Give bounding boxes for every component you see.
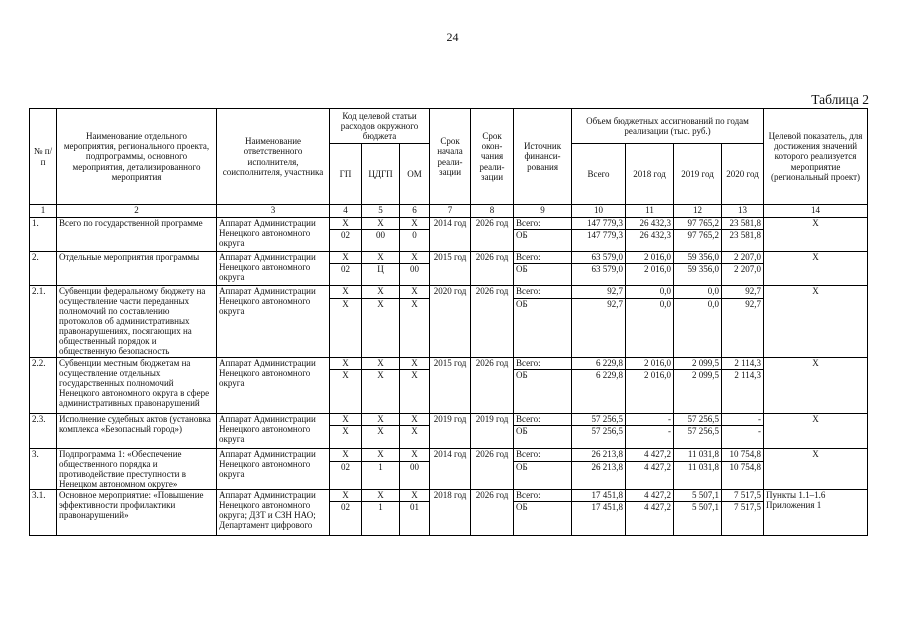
amount-2018: 0,0 [626,286,674,299]
amount-total: 26 213,8 [572,462,626,490]
col-index: 12 [674,205,722,218]
funding-source: ОБ [514,369,572,413]
start-year: 2020 год [430,286,471,358]
code-om: Х [400,286,430,299]
code-cdgp: Х [362,489,400,501]
code-gp: Х [330,252,362,264]
funding-source: ОБ [514,298,572,357]
amount-total: 147 779,3 [572,230,626,252]
code-gp: 02 [330,501,362,535]
col-index: 7 [430,205,471,218]
code-cdgp: Х [362,218,400,230]
start-year: 2015 год [430,357,471,413]
code-cdgp: Х [362,425,400,448]
code-om: Х [400,413,430,425]
amount-total: 92,7 [572,298,626,357]
code-cdgp: Х [362,286,400,299]
col-index: 8 [471,205,514,218]
row-name: Подпрограмма 1: «Обеспечение общественного порядка и противодействие преступности в Ненецком автономном округе» [57,448,217,489]
amount-2018: 2 016,0 [626,252,674,264]
funding-source: Всего: [514,252,572,264]
table-row [30,448,868,462]
code-om: Х [400,369,430,413]
funding-source: Всего: [514,413,572,425]
amount-total: 17 451,8 [572,489,626,501]
table-row [30,218,868,230]
header-gp: ГП [330,144,362,205]
code-om: Х [400,357,430,369]
code-om: 00 [400,462,430,490]
col-index: 5 [362,205,400,218]
code-cdgp: Х [362,369,400,413]
amount-2020: 23 581,8 [722,230,764,252]
amount-2019: 5 507,1 [674,489,722,501]
amount-2019: 11 031,8 [674,448,722,462]
amount-total: 6 229,8 [572,369,626,413]
row-number: 3. [30,448,57,489]
amount-2020: 10 754,8 [722,462,764,490]
row-number: 3.1. [30,489,57,535]
col-index: 13 [722,205,764,218]
amount-2019: 57 256,5 [674,425,722,448]
row-number: 2.3. [30,413,57,448]
amount-2020: 23 581,8 [722,218,764,230]
row-executor: Аппарат Администрации Ненецкого автономного округа [217,286,330,358]
funding-source: ОБ [514,425,572,448]
header-2019: 2019 год [674,144,722,205]
amount-2018: 4 427,2 [626,501,674,535]
code-gp: 02 [330,230,362,252]
row-executor: Аппарат Администрации Ненецкого автономного округа [217,357,330,413]
code-gp: Х [330,286,362,299]
code-cdgp: Х [362,298,400,357]
header-target: Целевой показатель, для достижения значений которого реализуется мероприятие (региональный проект) [764,109,868,205]
row-executor: Аппарат Администрации Ненецкого автономного округа [217,448,330,489]
table-row [30,489,868,501]
code-om: Х [400,298,430,357]
code-cdgp: Х [362,357,400,369]
code-gp: 02 [330,264,362,286]
end-year: 2026 год [471,489,514,535]
amount-2019: 2 099,5 [674,369,722,413]
amount-2020: 7 517,5 [722,501,764,535]
column-index-row [30,205,868,218]
funding-source: Всего: [514,448,572,462]
amount-2018: - [626,425,674,448]
header-volume-group: Объем бюджетных ассигнований по годам реализации (тыс. руб.) [572,109,764,144]
row-executor: Аппарат Администрации Ненецкого автономного округа [217,218,330,252]
target-indicator: Х [764,252,868,286]
code-om: 0 [400,230,430,252]
header-start: Срок начала реали-зации [430,109,471,205]
code-om: Х [400,252,430,264]
row-name: Всего по государственной программе [57,218,217,252]
amount-2020: 10 754,8 [722,448,764,462]
code-gp: Х [330,425,362,448]
row-name: Субвенции местным бюджетам на осуществление отдельных государственных полномочий Ненецкого автономного округа в сфере административных правонарушений [57,357,217,413]
amount-total: 17 451,8 [572,501,626,535]
row-executor: Аппарат Администрации Ненецкого автономного округа [217,413,330,448]
header-no: № п/п [30,109,57,205]
code-om: Х [400,448,430,462]
row-number: 1. [30,218,57,252]
amount-2020: 2 114,3 [722,357,764,369]
amount-2018: 26 432,3 [626,218,674,230]
col-index: 6 [400,205,430,218]
page-number: 24 [446,30,459,44]
code-gp: Х [330,489,362,501]
table-row [30,252,868,264]
funding-source: Всего: [514,218,572,230]
code-gp: Х [330,369,362,413]
code-gp: 02 [330,462,362,490]
code-om: 01 [400,501,430,535]
amount-2020: 2 207,0 [722,264,764,286]
amount-2018: 2 016,0 [626,357,674,369]
table-row [30,357,868,369]
funding-source: ОБ [514,501,572,535]
target-indicator: Пункты 1.1–1.6 Приложения 1 [764,489,868,535]
end-year: 2026 год [471,218,514,252]
table-row [30,413,868,425]
header-om: ОМ [400,144,430,205]
amount-2020: - [722,413,764,425]
header-name: Наименование отдельного мероприятия, регионального проекта, подпрограммы, основного мероприятия, детализированного мероприятия [57,109,217,205]
code-cdgp: Х [362,413,400,425]
target-indicator: Х [764,357,868,413]
amount-2019: 97 765,2 [674,218,722,230]
table-caption: Таблица 2 [811,92,869,107]
end-year: 2026 год [471,286,514,358]
amount-total: 147 779,3 [572,218,626,230]
amount-2018: 2 016,0 [626,369,674,413]
header-executor: Наименование ответственного исполнителя, соисполнителя, участника [217,109,330,205]
header-total: Всего [572,144,626,205]
row-executor: Аппарат Администрации Ненецкого автономного округа; ДЗТ и СЗН НАО; Департамент цифрового [217,489,330,535]
start-year: 2014 год [430,448,471,489]
header-end: Срок окон-чания реали-зации [471,109,514,205]
amount-total: 6 229,8 [572,357,626,369]
amount-total: 57 256,5 [572,413,626,425]
funding-source: ОБ [514,264,572,286]
row-number: 2.1. [30,286,57,358]
start-year: 2014 год [430,218,471,252]
target-indicator: Х [764,448,868,489]
row-name: Субвенции федеральному бюджету на осуществление части переданных полномочий по составлению протоколов об административных правонарушениях, посягающих на общественный порядок и общественную безопасность [57,286,217,358]
target-indicator: Х [764,413,868,448]
amount-total: 92,7 [572,286,626,299]
target-indicator: Х [764,286,868,358]
code-gp: Х [330,448,362,462]
amount-2018: - [626,413,674,425]
amount-total: 63 579,0 [572,264,626,286]
col-index: 10 [572,205,626,218]
funding-source: Всего: [514,489,572,501]
row-name: Исполнение судебных актов (установка комплекса «Безопасный город») [57,413,217,448]
amount-2019: 59 356,0 [674,264,722,286]
code-om: 00 [400,264,430,286]
amount-2020: 2 207,0 [722,252,764,264]
amount-2018: 26 432,3 [626,230,674,252]
start-year: 2018 год [430,489,471,535]
code-om: Х [400,489,430,501]
amount-total: 57 256,5 [572,425,626,448]
funding-source: ОБ [514,230,572,252]
amount-2019: 0,0 [674,286,722,299]
end-year: 2026 год [471,448,514,489]
amount-2020: 2 114,3 [722,369,764,413]
amount-2018: 4 427,2 [626,489,674,501]
col-index: 4 [330,205,362,218]
table-row [30,286,868,299]
code-cdgp: 00 [362,230,400,252]
code-gp: Х [330,218,362,230]
header-2020: 2020 год [722,144,764,205]
amount-2019: 97 765,2 [674,230,722,252]
amount-2019: 2 099,5 [674,357,722,369]
code-cdgp: 1 [362,462,400,490]
end-year: 2026 год [471,252,514,286]
col-index: 1 [30,205,57,218]
row-number: 2.2. [30,357,57,413]
amount-total: 63 579,0 [572,252,626,264]
amount-total: 26 213,8 [572,448,626,462]
budget-table [29,108,868,536]
code-cdgp: Ц [362,264,400,286]
amount-2020: 92,7 [722,298,764,357]
amount-2018: 4 427,2 [626,462,674,490]
col-index: 11 [626,205,674,218]
code-gp: Х [330,298,362,357]
code-om: Х [400,425,430,448]
code-gp: Х [330,357,362,369]
amount-2019: 57 256,5 [674,413,722,425]
start-year: 2015 год [430,252,471,286]
funding-source: Всего: [514,286,572,299]
header-code-group: Код целевой статьи расходов окружного бюджета [330,109,430,144]
amount-2020: - [722,425,764,448]
header-cdgp: ЦДГП [362,144,400,205]
amount-2020: 7 517,5 [722,489,764,501]
code-gp: Х [330,413,362,425]
code-cdgp: Х [362,448,400,462]
col-index: 14 [764,205,868,218]
col-index: 3 [217,205,330,218]
row-name: Отдельные мероприятия программы [57,252,217,286]
row-number: 2. [30,252,57,286]
start-year: 2019 год [430,413,471,448]
amount-2020: 92,7 [722,286,764,299]
amount-2018: 4 427,2 [626,448,674,462]
col-index: 9 [514,205,572,218]
funding-source: Всего: [514,357,572,369]
amount-2018: 0,0 [626,298,674,357]
header-2018: 2018 год [626,144,674,205]
row-executor: Аппарат Администрации Ненецкого автономного округа [217,252,330,286]
row-name: Основное мероприятие: «Повышение эффективности профилактики правонарушений» [57,489,217,535]
header-source: Источник финанси-рования [514,109,572,205]
code-om: Х [400,218,430,230]
code-cdgp: Х [362,252,400,264]
funding-source: ОБ [514,462,572,490]
code-cdgp: 1 [362,501,400,535]
amount-2019: 5 507,1 [674,501,722,535]
end-year: 2026 год [471,357,514,413]
target-indicator: Х [764,218,868,252]
amount-2019: 11 031,8 [674,462,722,490]
amount-2018: 2 016,0 [626,264,674,286]
end-year: 2019 год [471,413,514,448]
amount-2019: 59 356,0 [674,252,722,264]
amount-2019: 0,0 [674,298,722,357]
col-index: 2 [57,205,217,218]
